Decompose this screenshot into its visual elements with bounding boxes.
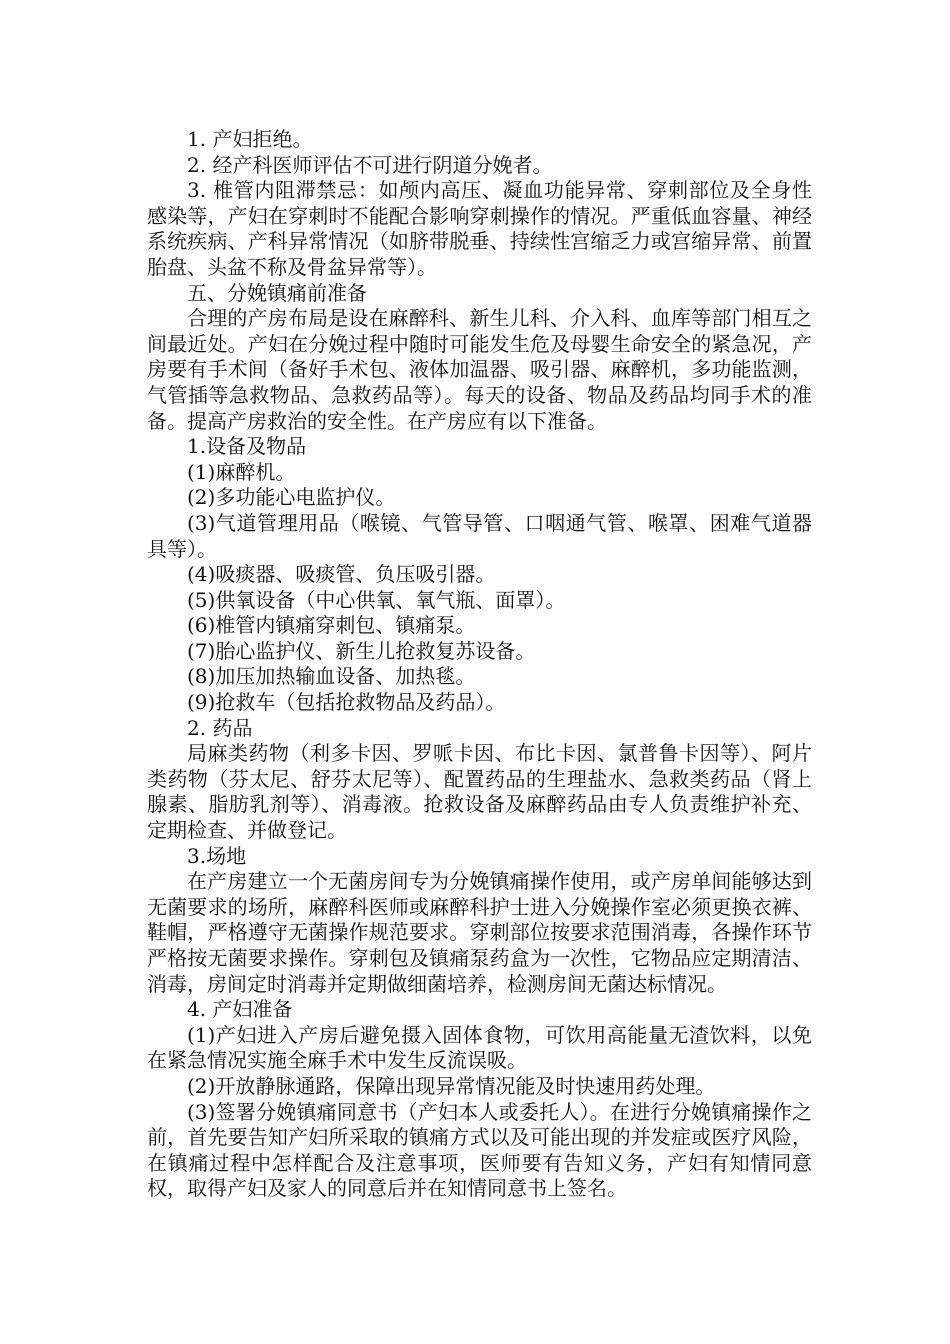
list-item-airway-supplies: (3)气道管理用品（喉镜、气管导管、口咽通气管、喉罩、困难气道器具等）。 [147, 510, 812, 561]
list-item-iv-access: (2)开放静脉通路，保障出现异常情况能及时快速用药处理。 [187, 1073, 716, 1098]
section-heading-preparation: 五、分娩镇痛前准备 [187, 280, 367, 305]
list-item-fetal-monitor: (7)胎心监护仪、新生儿抢救复苏设备。 [187, 638, 536, 663]
list-item-contraindications: 3. 椎管内阻滞禁忌：如颅内高压、凝血功能异常、穿刺部位及全身性感染等，产妇在穿刺时不能配合影响穿刺操作的情况。严重低血容量、神经系统疾病、产科异常情况（如脐带脱垂、持续性宫缩乏力或宫缩异常、前置胎盘、头盆不称及骨盆异常等）。 [147, 178, 812, 279]
list-item-transfusion: (8)加压加热输血设备、加热毯。 [187, 664, 476, 689]
subheading-drugs: 2. 药品 [187, 715, 253, 740]
list-item-suction: (4)吸痰器、吸痰管、负压吸引器。 [187, 562, 496, 587]
list-item-refusal: 1. 产妇拒绝。 [187, 127, 313, 151]
list-item-fasting: (1)产妇进入产房后避免摄入固体食物，可饮用高能量无渣饮料，以免在紧急情况实施全麻手术中发生反流误吸。 [147, 1022, 812, 1073]
list-item-obstetric-assessment: 2. 经产科医师评估不可进行阴道分娩者。 [187, 152, 553, 177]
list-item-ecg-monitor: (2)多功能心电监护仪。 [187, 485, 396, 510]
paragraph-delivery-room-layout: 合理的产房布局是设在麻醉科、新生儿科、介入科、血库等部门相互之间最近处。产妇在分娩过程中随时可能发生危及母婴生命安全的紧急况，产房要有手术间（备好手术包、液体加温器、吸引器、麻醉机，多功能监测，气管插等急救物品、急救药品等）。每天的设备、物品及药品均同手术的准备。提高产房救治的安全性。在产房应有以下准备。 [147, 306, 812, 433]
subheading-equipment: 1.设备及物品 [187, 434, 307, 459]
list-item-crash-cart: (9)抢救车（包括抢救物品及药品）。 [187, 690, 506, 715]
list-item-consent: (3)签署分娩镇痛同意书（产妇本人或委托人）。在进行分娩镇痛操作之前，首先要告知产妇所采取的镇痛方式以及可能出现的并发症或医疗风险，在镇痛过程中怎样配合及注意事项，医师要有告知义务，产妇有知情同意权，取得产妇及家人的同意后并在知情同意书上签名。 [147, 1099, 812, 1201]
list-item-anesthesia-machine: (1)麻醉机。 [187, 459, 296, 484]
paragraph-drugs: 局麻类药物（利多卡因、罗哌卡因、布比卡因、氯普鲁卡因等）、阿片类药物（芬太尼、舒芬太尼等）、配置药品的生理盐水、急救类药品（肾上腺素、脂肪乳剂等）、消毒液。抢救设备及麻醉药品由专人负责维护补充、定期检查、并做登记。 [147, 741, 812, 843]
subheading-patient-preparation: 4. 产妇准备 [187, 997, 293, 1022]
paragraph-site: 在产房建立一个无菌房间专为分娩镇痛操作使用，或产房单间能够达到无菌要求的场所，麻醉科医师或麻醉科护士进入分娩操作室必须更换衣裤、鞋帽，严格遵守无菌操作规范要求。穿刺部位按要求范围消毒，各操作环节严格按无菌要求操作。穿刺包及镇痛泵药盒为一次性，它物品应定期清洁、消毒，房间定时消毒并定期做细菌培养，检测房间无菌达标情况。 [147, 869, 812, 996]
subheading-site: 3.场地 [187, 843, 247, 868]
list-item-puncture-kit: (6)椎管内镇痛穿刺包、镇痛泵。 [187, 613, 476, 638]
document-body [147, 127, 812, 1202]
list-item-oxygen: (5)供氧设备（中心供氧、氧气瓶、面罩）。 [187, 587, 566, 612]
